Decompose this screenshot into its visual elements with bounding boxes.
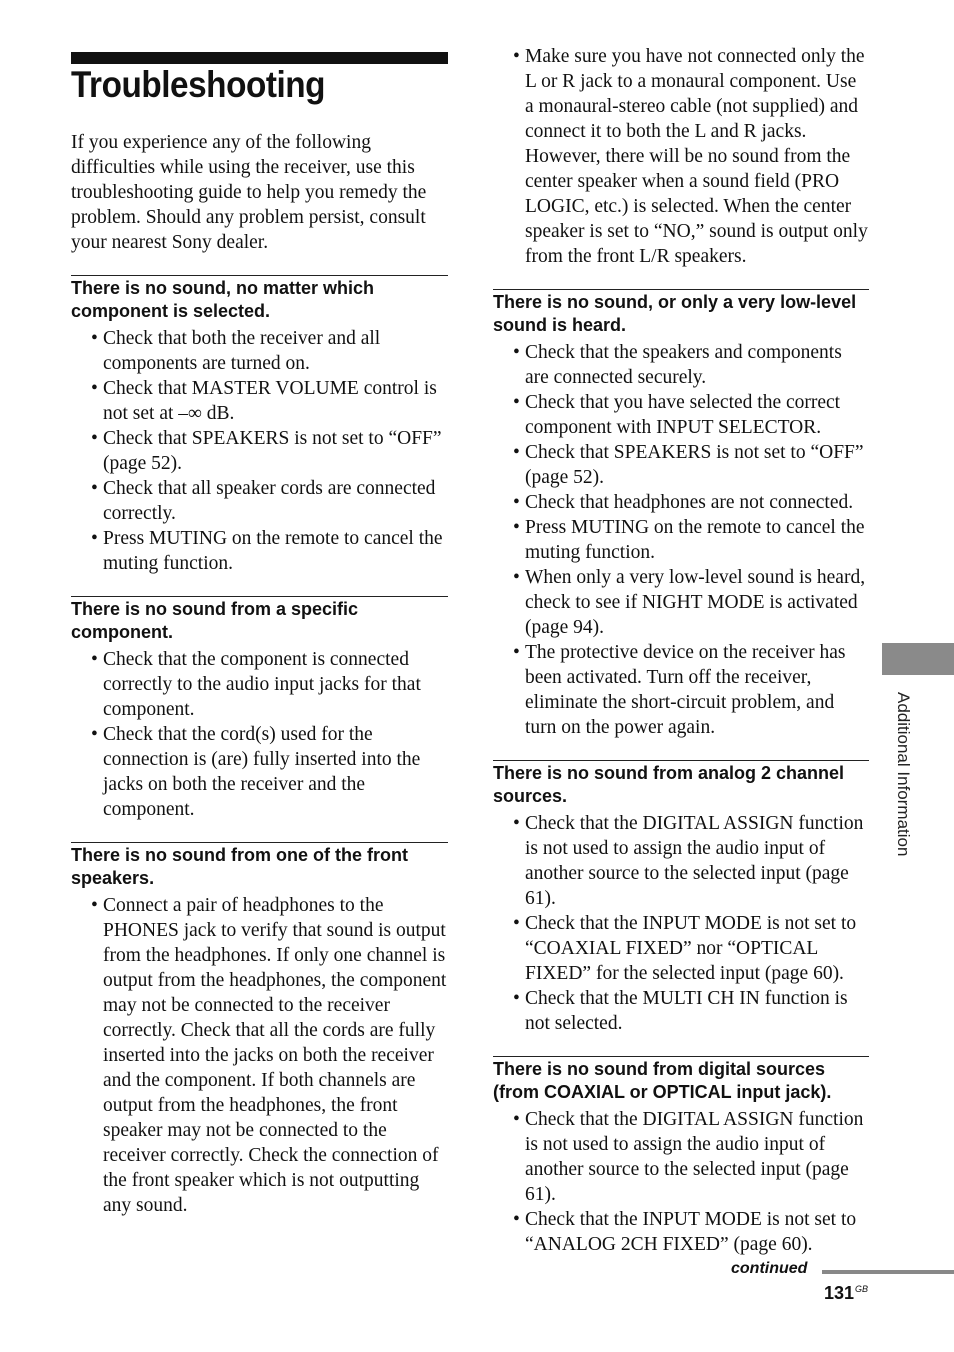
section-heading: There is no sound from a specific component.: [71, 599, 359, 642]
bullet-item: • Press MUTING on the remote to cancel the muting function.: [493, 515, 869, 565]
side-tab-label: Additional Information: [894, 692, 913, 857]
bullet-item: • When only a very low-level sound is heard, check to see if NIGHT MODE is activated (page 94).: [493, 565, 869, 640]
bullet-list: [493, 1107, 869, 1257]
bullet-list: [71, 893, 448, 1218]
bullet-item: • Check that the INPUT MODE is not set to “COAXIAL FIXED” nor “OPTICAL FIXED” for the selected input (page 60).: [493, 911, 869, 986]
bullet-item: • Connect a pair of headphones to the PHONES jack to verify that sound is output from the headphones. If only one channel is output from the headphones, the component may not be connected to the receiver correctly. Check that all the cords are fully inserted into the jacks on both the receiver and the component. If both channels are output from the headphones, the front speaker may not be connected to the receiver correctly. Check the connection of the front speaker which is not outputting any sound.: [71, 893, 448, 1218]
side-tab-block: [882, 643, 954, 675]
continued-label: continued: [731, 1260, 808, 1277]
right-sections: [493, 289, 869, 1257]
bullet-list: [493, 340, 869, 740]
bullet-item: • Check that the MULTI CH IN function is not selected.: [493, 986, 869, 1036]
left-column: [71, 130, 448, 1238]
trouble-section: [493, 760, 869, 1036]
bullet-list: [71, 326, 448, 576]
bullet-list: [493, 811, 869, 1036]
bullet-item: • Check that the DIGITAL ASSIGN function is not used to assign the audio input of another source to the selected input (page 61).: [493, 1107, 869, 1207]
continued-bar: [822, 1270, 954, 1274]
bullet-item: • Check that MASTER VOLUME control is not set at –∞ dB.: [71, 376, 448, 426]
bullet-item: • Check that all speaker cords are connected correctly.: [71, 476, 448, 526]
trouble-section: [71, 596, 448, 822]
section-heading: There is no sound, or only a very low-level sound is heard.: [493, 292, 857, 335]
section-heading: There is no sound from analog 2 channel sources.: [493, 763, 845, 806]
trouble-section: [493, 289, 869, 740]
page-number: [824, 1283, 868, 1304]
bullet-item: • Check that the INPUT MODE is not set to “ANALOG 2CH FIXED” (page 60).: [493, 1207, 869, 1257]
bullet-list: [71, 647, 448, 822]
bullet-item: • The protective device on the receiver has been activated. Turn off the receiver, eliminate the short-circuit problem, and turn on the power again.: [493, 640, 869, 740]
continued-list: [493, 44, 869, 269]
left-sections: [71, 275, 448, 1218]
bullet-item: • Check that the component is connected correctly to the audio input jacks for that component.: [71, 647, 448, 722]
section-heading: There is no sound from digital sources (from COAXIAL or OPTICAL input jack).: [493, 1059, 832, 1102]
trouble-section: [493, 1056, 869, 1257]
bullet-item: • Check that the speakers and components are connected securely.: [493, 340, 869, 390]
section-heading: There is no sound from one of the front speakers.: [71, 845, 408, 888]
bullet-item: • Check that both the receiver and all components are turned on.: [71, 326, 448, 376]
trouble-section: [71, 275, 448, 576]
right-column: [493, 44, 869, 1277]
page-title: Troubleshooting: [71, 64, 326, 105]
section-heading: There is no sound, no matter which component is selected.: [71, 278, 375, 321]
bullet-item: • Press MUTING on the remote to cancel the muting function.: [71, 526, 448, 576]
trouble-section: [71, 842, 448, 1218]
bullet-item: • Check that SPEAKERS is not set to “OFF” (page 52).: [71, 426, 448, 476]
intro-paragraph: If you experience any of the following difficulties while using the receiver, use this troubleshooting guide to help you remedy the problem. Should any problem persist, consult your nearest Sony dealer.: [71, 132, 427, 253]
page-number-value: 131: [824, 1283, 855, 1303]
page-suffix: GB: [855, 1284, 869, 1294]
bullet-item: • Check that the cord(s) used for the connection is (are) fully inserted into the jacks on both the receiver and the component.: [71, 722, 448, 822]
bullet-item: • Check that SPEAKERS is not set to “OFF” (page 52).: [493, 440, 869, 490]
bullet-item: • Check that the DIGITAL ASSIGN function is not used to assign the audio input of another source to the selected input (page 61).: [493, 811, 869, 911]
title-rule: [71, 52, 448, 64]
bullet-item: • Check that headphones are not connected.: [493, 490, 869, 515]
bullet-item: • Check that you have selected the correct component with INPUT SELECTOR.: [493, 390, 869, 440]
bullet-item: • Make sure you have not connected only the L or R jack to a monaural component. Use a monaural-stereo cable (not supplied) and connect it to both the L and R jacks. However, there will be no sound from the center speaker when a sound field (PRO LOGIC, etc.) is selected. When the center speaker is set to “NO,” sound is output only from the front L/R speakers.: [493, 44, 869, 269]
